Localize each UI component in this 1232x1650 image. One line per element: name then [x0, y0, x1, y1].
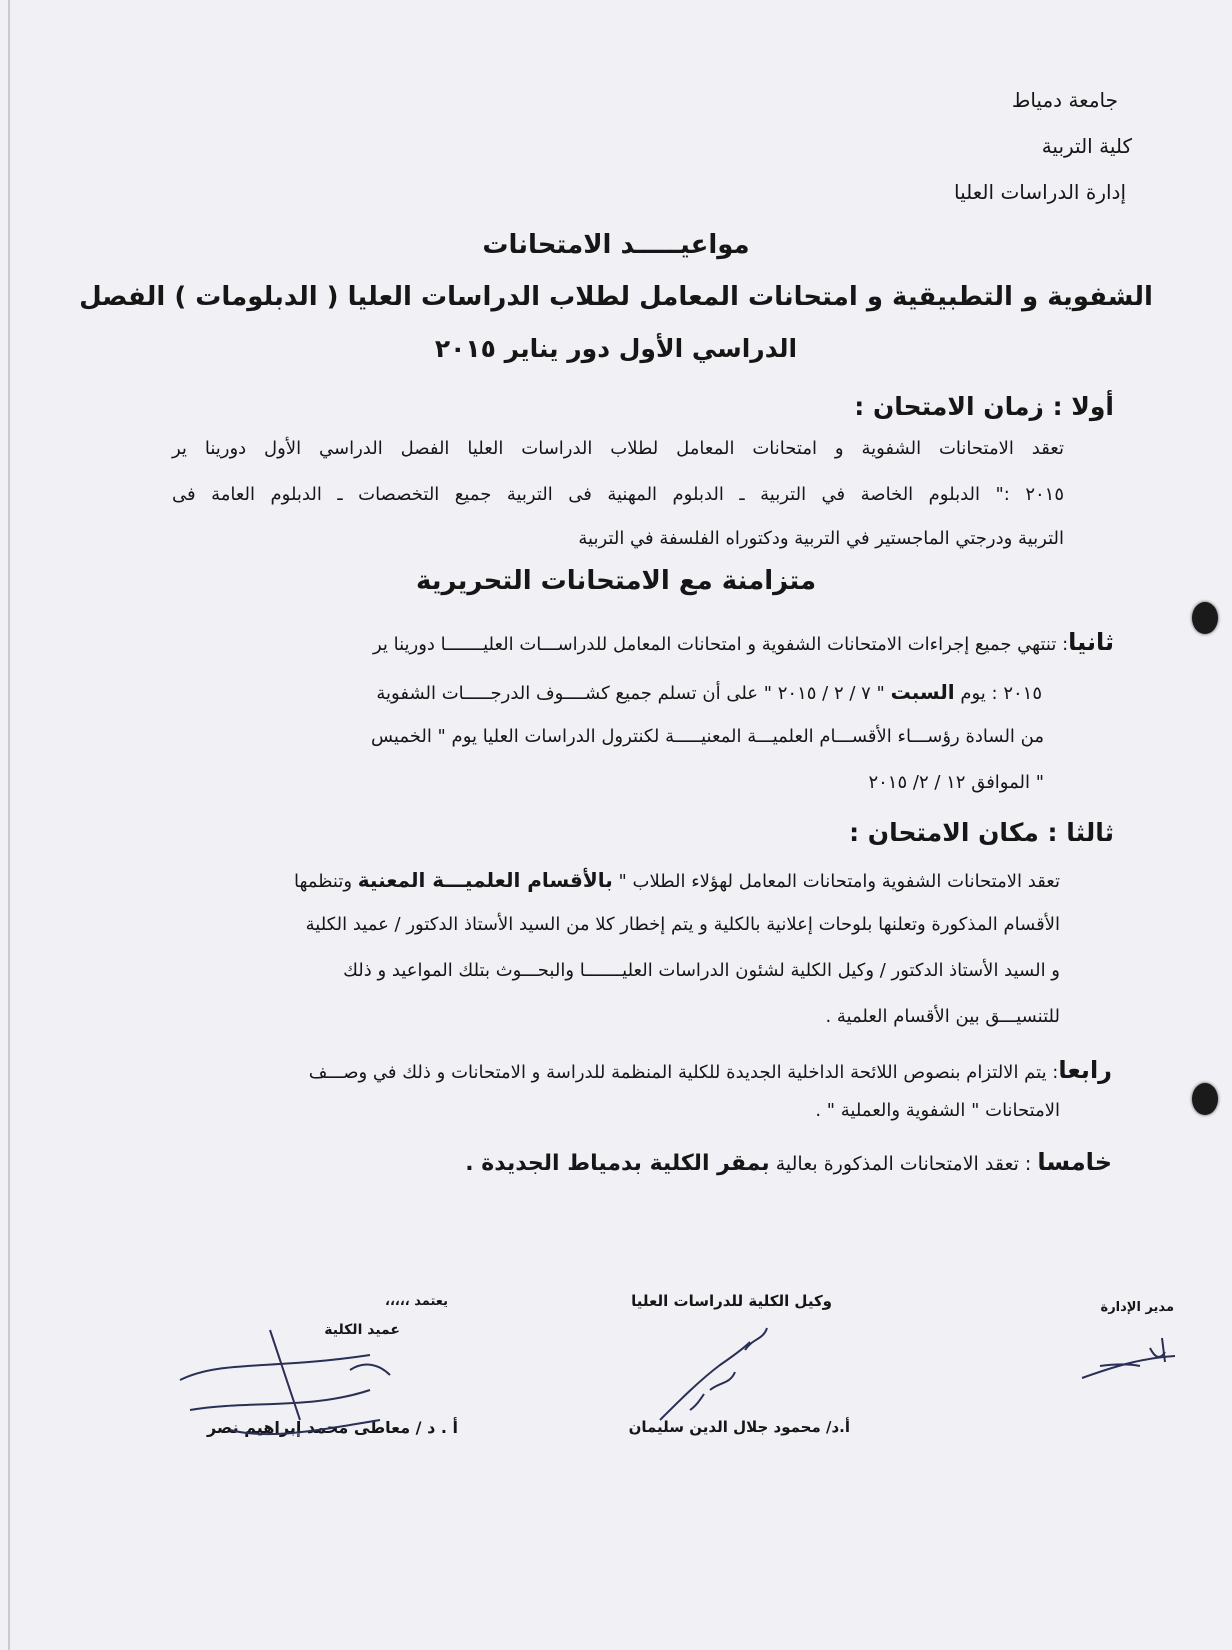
section3-bold: بالأقسام العلميـــة المعنية — [357, 868, 613, 892]
section4-line1 — [309, 1056, 1112, 1084]
vice-dean-name: أ.د/ محمود جلال الدين سليمان — [628, 1418, 850, 1436]
section5-lead: خامسا — [1037, 1148, 1112, 1176]
approval-label: يعتمد ،،،،، — [385, 1294, 448, 1309]
section3-line4: للتنسيـــق بين الأقسام العلمية . — [825, 1006, 1060, 1027]
vice-dean-title: وكيل الكلية للدراسات العليا — [631, 1292, 832, 1310]
section2-line4: " الموافق ١٢ / ٢/ ٢٠١٥ — [868, 772, 1044, 793]
section3-heading: ثالثا : مكان الامتحان : — [849, 818, 1114, 847]
section3-text-a: تعقد الامتحانات الشفوية وامتحانات المعامل لهؤلاء الطلاب " — [618, 871, 1060, 892]
section5-line — [465, 1148, 1112, 1176]
punch-hole — [1192, 602, 1218, 634]
section3-text-b: وتنظمها — [293, 871, 353, 892]
document-subtitle-term: الدراسي الأول دور يناير ٢٠١٥ — [434, 334, 798, 363]
section1-line1: تعقد الامتحانات الشفوية و امتحانات المعامل لطلاب الدراسات العليا الفصل الدراسي الأول دورينا ير — [172, 438, 1064, 459]
section2-text: : تنتهي جميع إجراءات الامتحانات الشفوية و امتحانات المعامل للدراســـات العليـــــــا دورينا ير — [372, 634, 1069, 655]
section1-heading: أولا : زمان الامتحان : — [854, 392, 1114, 421]
section3-line2: الأقسام المذكورة وتعلنها بلوحات إعلانية بالكلية و يتم إخطار كلا من السيد الأستاذ الدكتور / عميد الكلية — [305, 914, 1060, 935]
section2-day: السبت — [890, 680, 955, 704]
section1-line3: التربية ودرجتي الماجستير في التربية ودكتوراه الفلسفة في التربية — [578, 528, 1064, 549]
vice-dean-signature — [650, 1320, 790, 1430]
section2-date-text: " ٧ / ٢ / ٢٠١٥ " على أن تسلم جميع كشــــوف الدرجـــــات الشفوية — [376, 683, 885, 704]
dean-name: أ . د / معاطى محمد إبراهيم نصر — [206, 1418, 458, 1437]
section4-line2: الامتحانات " الشفوية والعملية " . — [815, 1100, 1060, 1121]
dean-title: عميد الكلية — [324, 1322, 400, 1338]
faculty-name: كلية التربية — [1041, 134, 1132, 158]
section3-line1 — [294, 868, 1060, 892]
admin-manager-title: مدير الإدارة — [1100, 1300, 1174, 1315]
university-name: جامعة دمياط — [1011, 88, 1118, 112]
document-subtitle: الشفوية و التطبيقية و امتحانات المعامل لطلاب الدراسات العليا ( الدبلومات ) الفصل — [79, 282, 1153, 312]
section4-text: : يتم الالتزام بنصوص اللائحة الداخلية الجديدة للكلية المنظمة للدراسة و الامتحانات و ذلك في وصـــف — [308, 1062, 1059, 1083]
section1-line2: ٢٠١٥ :" الدبلوم الخاصة في التربية ـ الدبلوم المهنية فى التربية جميع التخصصات ـ الدبلوم العامة فى — [172, 484, 1064, 505]
department-name: إدارة الدراسات العليا — [954, 180, 1126, 204]
admin-manager-signature — [1080, 1328, 1180, 1388]
dean-signature — [170, 1330, 410, 1450]
section2-lead: ثانيا — [1068, 628, 1114, 656]
section1-emphasis: متزامنة مع الامتحانات التحريرية — [415, 566, 817, 596]
section4-lead: رابعا — [1058, 1056, 1112, 1084]
section3-line3: و السيد الأستاذ الدكتور / وكيل الكلية لشئون الدراسات العليـــــــا والبحـــوث بتلك المواعيد و ذلك — [343, 960, 1060, 981]
section2-line2 — [376, 680, 1042, 704]
document-title: مواعيـــــد الامتحانات — [482, 230, 750, 260]
section2-line1 — [132, 628, 1114, 656]
section5-bold: بمقر الكلية بدمياط الجديدة . — [465, 1151, 770, 1176]
section2-line3: من السادة رؤســـاء الأقســـام العلميـــة المعنيـــــة لكنترول الدراسات العليا يوم " الخميس — [370, 726, 1044, 747]
section5-text: : تعقد الامتحانات المذكورة بعالية — [769, 1153, 1038, 1175]
punch-hole — [1192, 1083, 1218, 1115]
section2-date-prefix: ٢٠١٥ : يوم — [960, 683, 1042, 704]
